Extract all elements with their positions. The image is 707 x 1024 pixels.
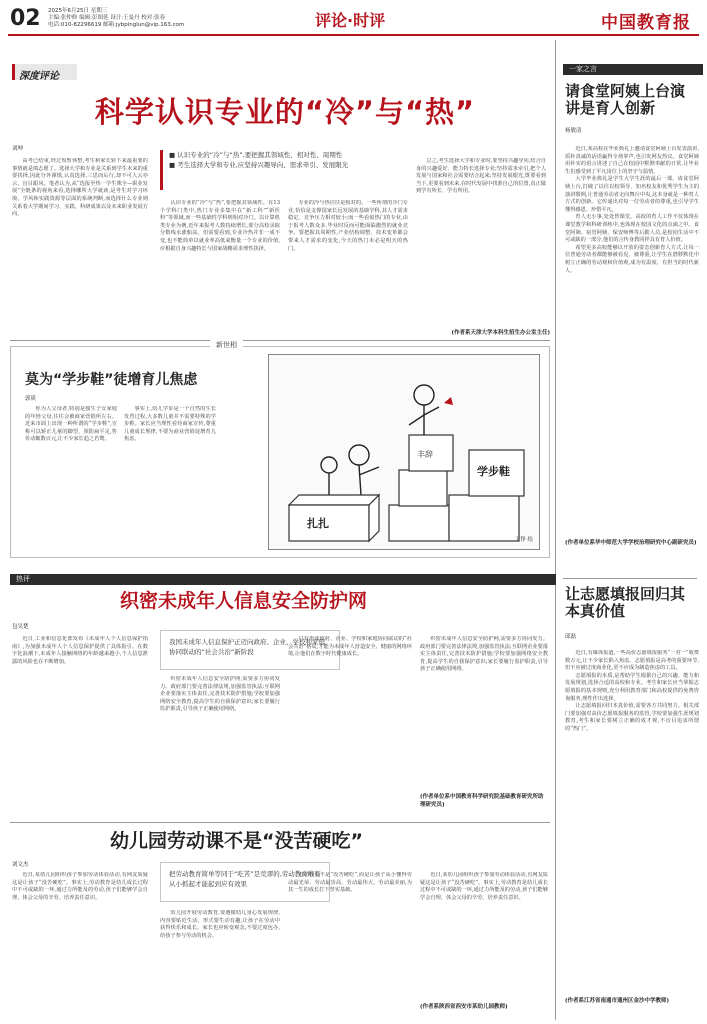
- volunteer-headline: 让志愿填报回归其本真价值: [565, 585, 686, 620]
- kinder-headline: 幼儿园劳动课不是“没苦硬吃”: [110, 830, 363, 852]
- summary-point-2: ■ 考生选择大学和专业,应坚持兴趣导向、需求牵引、发展眼光: [169, 161, 349, 169]
- lead-column-2: 认识专业的“冷”与“热”,要把握其领域性。在13个学科门类中,热门专业多集中在“新工科”“新医科”等领域,而一些基础性学科则相对冷门。以计算机类专业为例,近年来报考人数持续增长,部分高校录取分数线水涨船高。但需要看到,专业冷热并非一成不变,也不能简单以就业率高低来衡量一个专业的价值,应根据自身兴趣特长与国家战略需求理性抉择。: [160, 200, 280, 252]
- lead-footer: (作者系天津大学本科生招生办公室主任): [451, 330, 550, 336]
- hot-column-1: 近日,工业和信息化部发布《未成年人个人信息保护指南》,为加强未成年人个人信息保护提供了具体指引。在数字化浪潮下,未成年人接触网络的年龄越来越小,个人信息泄露的风险也在不断增加。: [12, 636, 148, 665]
- hot-comment-bar-label: 热评: [16, 575, 30, 583]
- lead-headline: 科学认识专业的“冷”与“热”: [94, 95, 476, 129]
- cartoon-article-headline: 莫为“学步鞋”徒增育儿焦虑: [25, 372, 198, 388]
- issue-date: 2025年6月25日 星期三: [48, 8, 108, 14]
- cartoon-tag-2: 扎扎: [307, 517, 329, 530]
- newspaper-logo: 中国教育报: [601, 13, 691, 33]
- hot-pull-quote: 我国未成年人信息保护正迈向政府、企业、学校和家庭协同联动的“社会共治”新阶段: [160, 630, 340, 670]
- kinder-column-2: 幼儿园开展劳动教育,要遵循幼儿身心发展规律,内容要贴近生活、形式要生动有趣,让孩子在劳动中获得快乐和成长。家长也应转变观念,不要过度包办,给孩子参与劳动的机会。: [160, 910, 280, 939]
- lead-tag: [12, 64, 77, 80]
- cartoon-top-rule: [10, 340, 550, 341]
- volunteer-top-rule: [563, 578, 697, 579]
- opinion-bar: [563, 64, 703, 75]
- opinion-author: 杨敏清: [565, 128, 582, 134]
- kinder-top-rule: [10, 822, 550, 823]
- lead-column-3: 专业的冷与热往往是相对的。一些所谓的冷门专业,恰恰是支撑国家长远发展的基础学科,其人才需求稳定、竞争压力相对较小;而一些看似热门的专业,由于报考人数众多,毕业时反而可能面临激烈的就业竞争。要把握其周期性,产业结构调整、技术变革都会带来人才需求的变化,今天的热门未必是明天的热门。: [288, 200, 408, 252]
- hot-author: 包吴楚: [12, 624, 29, 630]
- cartoon-article-col-2: 事实上,幼儿学步是一个自然的生长发育过程,大多数儿童并不需要特殊的学步鞋。家长应当理性看待商家宣传,尊重儿童成长规律,不要为商业营销徒增育儿焦虑。: [124, 406, 216, 443]
- hot-column-3: 只有形成政府、企业、学校和家庭协同联动的“社会共治”格局,才能为未成年人营造安全、健康的网络环境,让他们在数字时代健康成长。: [288, 636, 412, 658]
- volunteer-body: 近日,有媒体报道,一些高价志愿填报服务“一对一”收费数万元,让不少家长陷入焦虑。志愿填报是高考的重要环节,但不应被过度商业化,更不应成为制造焦虑的工具。 志愿填报的本质,是帮助学生根据自己的兴趣、能力和发展规划,选择合适的高校和专业。考生和家长应当掌握志愿填报的基本规则,充分利用教育部门和高校提供的免费咨询服务,理性作出选择。 让志愿填报回归本真价值,需要各方共同努力。相关部门要加强对高价志愿填报服务的监管,学校要加强生涯规划教育,考生和家长要树立正确的成才观,不盲目追求所谓的“热门”。: [565, 650, 699, 732]
- lead-author: 刘坤: [12, 146, 24, 152]
- hot-footer: (作者单位系中国教育科学研究院基础教育研究所助理研究员): [420, 794, 544, 808]
- kinder-footer: (作者系陕西省西安市某幼儿园教师): [420, 1004, 508, 1010]
- hot-column-4: 织密未成年人信息安全防护网,需要多方协同发力。政府部门要完善法律法规,加强监管执法;互联网企业要落实主体责任,完善技术防护措施;学校要加强网络安全教育,提高学生的自我保护意识;家长要履行监护职责,引导孩子正确使用网络。: [420, 636, 548, 673]
- kinder-column-4: 近日,某幼儿园组织孩子参加劳动体验活动,有网友质疑这是让孩子“没苦硬吃”。事实上,劳动教育是幼儿成长过程中不可或缺的一环,通过力所能及的劳动,孩子们能够学会自理、体会父母的辛劳、培养责任意识。: [420, 872, 548, 901]
- right-column-divider: [555, 40, 556, 1020]
- opinion-bar-label: 一家之言: [569, 65, 597, 73]
- kinder-pull-quote: 把劳动教育简单等同于“吃苦”是荒谬的,劳动教育唯有从小抓起才能起到应有效果: [160, 862, 330, 902]
- cartoon-tag-3: 丰辞: [417, 450, 433, 459]
- hot-column-2: 织密未成年人信息安全防护网,需要多方协同发力。政府部门要完善法律法规,加强监管执法;互联网企业要落实主体责任,完善技术防护措施;学校要加强网络安全教育,提高学生的自我保护意识;家长要履行监护职责,引导孩子正确使用网络。: [160, 676, 280, 713]
- cartoon-caption: 王铮 绘: [514, 537, 533, 543]
- volunteer-author: 邱磊: [565, 634, 577, 640]
- cartoon-article-author: 郭质: [25, 396, 37, 402]
- summary-point-1: ■ 认识专业的“冷”与“热”,要把握其领域性、相对性、周期性: [169, 151, 343, 159]
- lead-summary: [160, 150, 409, 190]
- page-number: 02: [10, 6, 41, 31]
- cartoon-tag-1: 学步鞋: [477, 465, 510, 478]
- cartoon-illustration: [268, 354, 540, 550]
- kinder-author: 刘文杰: [12, 862, 29, 868]
- hot-headline: 织密未成年人信息安全防护网: [120, 590, 368, 612]
- header-rule: [8, 34, 699, 36]
- lead-tag-label: 深度评论: [19, 71, 59, 82]
- kinder-column-3: 劳动教育不是“没苦硬吃”,而是让孩子从小懂得劳动最光荣、劳动最崇高、劳动最伟大、劳动最美丽,为其一生的成长打下坚实基础。: [288, 872, 412, 894]
- opinion-footer: (作者单位系华中师范大学学校治理研究中心副研究员): [565, 540, 697, 546]
- cartoon-section-label: 新世相: [210, 340, 243, 350]
- opinion-headline: 请食堂阿姨上台演讲是育人创新: [565, 82, 686, 117]
- lead-column-4: 总之,考生选择大学和专业时,要坚持兴趣导向,结合自身的兴趣爱好、能力特长选择专业;坚持需求牵引,把个人发展与国家和社会需要结合起来;坚持发展眼光,既要看到当下,更要看到未来,在时代发展中找准自己的位置,真正做到学有所长、学有所用。: [416, 158, 546, 195]
- hot-comment-bar: [10, 574, 556, 585]
- kinder-column-1: 近日,某幼儿园组织孩子参加劳动体验活动,有网友质疑这是让孩子“没苦硬吃”。事实上,劳动教育是幼儿成长过程中不可或缺的一环,通过力所能及的劳动,孩子们能够学会自理、体会父母的辛劳、培养责任意识。: [12, 872, 148, 901]
- opinion-body: 近日,某高校在毕业典礼上邀请食堂阿姨上台发表演讲,质朴真诚的话语赢得全场掌声,也引发网友热议。食堂阿姨用朴实的语言讲述了自己在校园中默默奉献的日常,让毕业生们感受到了平凡岗位上的坚守与温情。 大学毕业典礼是学生大学生涯的最后一课。请食堂阿姨上台,打破了以往以校领导、知名校友和优秀学生为主的演讲惯例,让普通劳动者走向舞台中央,这本身就是一种育人方式的创新。它传递出对每一位劳动者的尊重,也引导学生懂得感恩、珍惜平凡。 育人无小事,处处皆课堂。高校的育人工作不仅体现在课堂教学和科研训练中,也体现在校园文化的点滴之中。食堂阿姨、宿管阿姨、保安师傅等后勤人员,是校园生活中不可或缺的一部分,他们的言传身教同样具有育人价值。 希望更多高校能够以开放的姿态创新育人方式,让每一位普通劳动者都能够被看见、被尊重,让学生在潜移默化中树立正确的劳动观和价值观,成为有温度、有担当的时代新人。: [565, 146, 699, 274]
- editor-credits: 主编:张仲修 编辑:彭图延 设计:王曼丹 校对:张春: [48, 15, 166, 21]
- volunteer-footer: (作者系江苏省南通市通州区金沙中学教师): [565, 998, 670, 1004]
- section-title: 评论·时评: [315, 11, 386, 30]
- lead-column-1: 高考已结束,经过短暂休整,考生和家长转下来最重要的事情就是填志愿了。选择大学和专业是关系到学生未来的重要抉择,因此分外谨慎,认真选择,三思而后行,却不可人云亦云、盲目跟风。笔者认为,从“选报至热一学生殊全—职业发展”全链条的视角来看,选择哪所大学就读,是考生对学习环境、学风和实践资源等层面的系统判断,而选择什么专业则关系着大学期间学习、实践、科研成果以及未来职业发展方向。: [12, 158, 148, 218]
- contact-line: 电话:010-82296619 邮箱:jybpinglun@vip.163.com: [48, 22, 185, 28]
- masthead-meta: [48, 8, 184, 29]
- cartoon-article-col-1: 你为人父母者,特别是独生子女家庭的年轻父母,往往会被商家营销所左右。近来市面上出现一种所谓的“学步鞋”,宣称可以矫正儿童的脚型、预防扁平足,售价动辄数百元,让不少家长趋之若鹜。: [25, 406, 117, 443]
